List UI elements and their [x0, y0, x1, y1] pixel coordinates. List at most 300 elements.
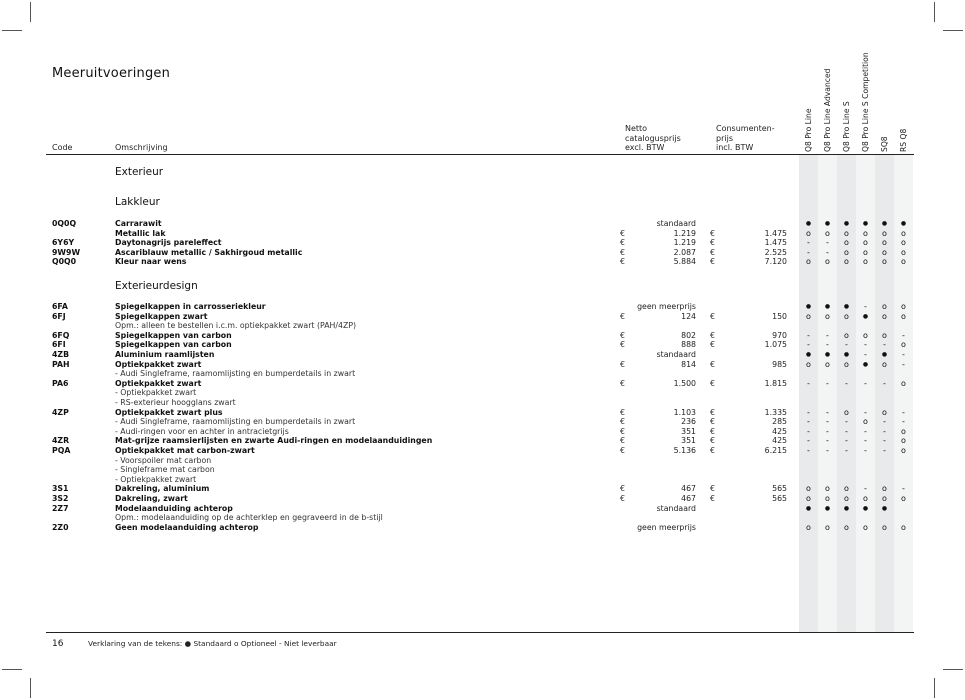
availability-mark: ● — [881, 351, 888, 358]
consumer-price: 970 — [772, 330, 787, 340]
availability-mark: o — [882, 311, 887, 321]
availability-mark: o — [806, 359, 811, 369]
availability-mark: o — [863, 522, 868, 532]
availability-mark: - — [826, 330, 829, 340]
option-description: Kleur naar wens — [115, 257, 187, 267]
availability-mark: - — [807, 436, 810, 446]
availability-mark: o — [844, 494, 849, 503]
option-code: 6FA — [52, 302, 68, 311]
euro-sign: € — [710, 311, 715, 321]
availability-mark: o — [901, 426, 906, 436]
availability-mark: ● — [824, 303, 831, 310]
euro-sign: € — [620, 228, 625, 238]
availability-mark: - — [807, 247, 810, 257]
euro-sign: € — [620, 340, 625, 350]
option-description: - Audi-ringen voor en achter in antracietgrijs — [115, 426, 289, 436]
availability-mark: - — [864, 407, 867, 417]
option-description: Optiekpakket zwart — [115, 378, 202, 388]
availability-mark: - — [826, 417, 829, 427]
availability-mark: o — [844, 407, 849, 417]
section-heading-exterieur: Exterieur — [115, 166, 164, 178]
availability-mark: ● — [843, 351, 850, 358]
option-code: 2Z0 — [52, 522, 69, 532]
availability-mark: - — [902, 330, 905, 340]
table-row — [0, 360, 965, 370]
crop-mark — [30, 678, 31, 698]
option-code: 6FJ — [52, 311, 66, 321]
euro-sign: € — [620, 257, 625, 267]
availability-mark: - — [845, 378, 848, 388]
availability-mark: o — [844, 257, 849, 267]
availability-mark: o — [882, 522, 887, 532]
availability-mark: - — [902, 417, 905, 427]
availability-mark: o — [844, 228, 849, 238]
availability-mark: - — [864, 378, 867, 388]
availability-mark: o — [901, 522, 906, 532]
euro-sign: € — [620, 494, 625, 503]
option-code: 4ZR — [52, 436, 70, 446]
consumer-price: 425 — [772, 436, 787, 446]
option-description: Geen modelaanduiding achterop — [115, 522, 259, 532]
netto-price: 5.884 — [673, 257, 696, 267]
header-model-q8-pro-line-s-competition: Q8 Pro Line S Competition — [861, 52, 870, 152]
option-description: Aluminium raamlijsten — [115, 350, 215, 359]
header-model-q8-pro-line-advanced: Q8 Pro Line Advanced — [823, 68, 832, 152]
availability-mark: - — [902, 350, 905, 359]
availability-mark: o — [863, 330, 868, 340]
consumer-price: 285 — [772, 417, 787, 427]
netto-price: geen meerprijs — [637, 522, 696, 532]
availability-mark: - — [883, 378, 886, 388]
availability-mark: ● — [881, 504, 888, 512]
availability-mark: ● — [824, 351, 831, 358]
euro-sign: € — [710, 238, 715, 248]
availability-mark: o — [882, 238, 887, 248]
header-consumer-price — [716, 124, 775, 153]
option-code: 0Q0Q — [52, 219, 77, 228]
consumer-price: 1.075 — [764, 340, 787, 350]
availability-mark: o — [844, 484, 849, 494]
netto-price: 467 — [681, 494, 696, 503]
option-description: Carrarawit — [115, 219, 162, 228]
option-code: 3S1 — [52, 484, 69, 494]
consumer-price: 1.475 — [764, 238, 787, 248]
availability-mark: o — [901, 446, 906, 455]
availability-mark: ● — [862, 312, 869, 320]
availability-mark: o — [863, 494, 868, 503]
option-code: 6Y6Y — [52, 238, 75, 248]
availability-mark: - — [807, 426, 810, 436]
table-row — [0, 340, 965, 350]
availability-mark: ● — [824, 220, 831, 227]
availability-mark: - — [826, 426, 829, 436]
netto-price: 467 — [681, 484, 696, 494]
euro-sign: € — [710, 417, 715, 427]
availability-mark: ● — [805, 303, 812, 310]
option-description: Optiekpakket zwart plus — [115, 407, 223, 417]
legend-text: Verklaring van de tekens: ● Standaard o Optioneel - Niet leverbaar — [88, 639, 337, 648]
euro-sign: € — [710, 340, 715, 350]
netto-price: standaard — [656, 503, 696, 513]
availability-mark: o — [863, 238, 868, 248]
euro-sign: € — [710, 407, 715, 417]
option-description: Opm.: modelaanduiding op de achterklep en gegraveerd in de b-stijl — [115, 513, 383, 523]
availability-mark: - — [845, 446, 848, 455]
euro-sign: € — [710, 446, 715, 455]
option-description: Dakreling, aluminium — [115, 484, 210, 494]
netto-price: 236 — [681, 417, 696, 427]
crop-mark — [2, 30, 22, 31]
header-description: Omschrijving — [115, 143, 168, 152]
euro-sign: € — [710, 228, 715, 238]
availability-mark: - — [807, 340, 810, 350]
consumer-price: 150 — [772, 311, 787, 321]
availability-mark: o — [882, 228, 887, 238]
header-consumer-line: incl. BTW — [716, 143, 754, 152]
availability-mark: - — [864, 446, 867, 455]
availability-mark: - — [807, 446, 810, 455]
consumer-price: 1.815 — [764, 378, 787, 388]
option-description: - RS-exterieur hoogglans zwart — [115, 398, 236, 407]
table-row — [0, 379, 965, 389]
option-code: PA6 — [52, 378, 69, 388]
availability-mark: - — [864, 436, 867, 446]
option-description: Opm.: alleen te bestellen i.c.m. optiekpakket zwart (PAH/4ZP) — [115, 321, 357, 331]
euro-sign: € — [620, 484, 625, 494]
header-code: Code — [52, 143, 73, 152]
availability-mark: - — [807, 407, 810, 417]
crop-mark — [2, 669, 22, 670]
table-row — [0, 484, 965, 494]
option-description: Optiekpakket zwart — [115, 359, 202, 369]
availability-mark: o — [806, 311, 811, 321]
consumer-price: 565 — [772, 494, 787, 503]
netto-price: 351 — [681, 426, 696, 436]
header-rule — [46, 154, 914, 155]
availability-mark: - — [883, 436, 886, 446]
option-code: 9W9W — [52, 247, 81, 257]
option-description: Spiegelkappen van carbon — [115, 340, 232, 350]
availability-mark: o — [844, 522, 849, 532]
header-netto-price — [625, 124, 681, 153]
availability-mark: o — [825, 494, 830, 503]
table-row — [0, 504, 965, 514]
table-row — [0, 369, 965, 379]
page-number: 16 — [52, 639, 64, 649]
option-description: Spiegelkappen van carbon — [115, 330, 232, 340]
table-row — [0, 408, 965, 418]
availability-mark: o — [825, 257, 830, 267]
header-model-sq8: SQ8 — [880, 136, 889, 152]
availability-mark: - — [826, 407, 829, 417]
availability-mark: ● — [881, 220, 888, 227]
availability-mark: o — [882, 494, 887, 503]
availability-mark: o — [844, 311, 849, 321]
header-model-q8-pro-line-s: Q8 Pro Line S — [842, 101, 851, 152]
option-code: PQA — [52, 446, 71, 455]
availability-mark: o — [863, 257, 868, 267]
option-description: Spiegelkappen in carrosseriekleur — [115, 302, 266, 311]
availability-mark: ● — [843, 303, 850, 310]
option-description: - Voorspoiler mat carbon — [115, 455, 212, 465]
header-consumer-line: prijs — [716, 133, 733, 143]
availability-mark: o — [825, 311, 830, 321]
availability-mark: - — [807, 378, 810, 388]
consumer-price: 425 — [772, 426, 787, 436]
availability-mark: ● — [862, 220, 869, 227]
option-description: - Optiekpakket zwart — [115, 474, 197, 484]
euro-sign: € — [620, 311, 625, 321]
option-code: 4ZB — [52, 350, 70, 359]
section-heading-exterieurdesign: Exterieurdesign — [115, 280, 198, 292]
availability-mark: o — [844, 247, 849, 257]
availability-mark: o — [863, 247, 868, 257]
availability-mark: o — [806, 257, 811, 267]
netto-price: 124 — [681, 311, 696, 321]
table-row — [0, 229, 965, 239]
consumer-price: 7.120 — [764, 257, 787, 267]
euro-sign: € — [710, 436, 715, 446]
availability-mark: - — [902, 484, 905, 494]
availability-mark: ● — [805, 504, 812, 512]
euro-sign: € — [710, 426, 715, 436]
option-description: Mat-grijze raamsierlijsten en zwarte Audi-ringen en modelaanduidingen — [115, 436, 433, 446]
euro-sign: € — [710, 257, 715, 267]
table-row — [0, 312, 965, 322]
table-row — [0, 465, 965, 475]
netto-price: 1.500 — [673, 378, 696, 388]
availability-mark: ● — [805, 351, 812, 358]
availability-mark: o — [882, 359, 887, 369]
availability-mark: ● — [843, 504, 850, 512]
table-row — [0, 446, 965, 456]
availability-mark: o — [825, 359, 830, 369]
crop-mark — [934, 2, 935, 22]
euro-sign: € — [620, 426, 625, 436]
crop-mark — [943, 30, 963, 31]
netto-price: 802 — [681, 330, 696, 340]
availability-mark: - — [845, 340, 848, 350]
option-description: - Optiekpakket zwart — [115, 388, 197, 398]
availability-mark: o — [901, 311, 906, 321]
netto-price: 888 — [681, 340, 696, 350]
table-row — [0, 436, 965, 446]
availability-mark: ● — [824, 504, 831, 512]
availability-mark: - — [845, 417, 848, 427]
consumer-price: 985 — [772, 359, 787, 369]
netto-price: 1.219 — [673, 238, 696, 248]
availability-mark: o — [844, 238, 849, 248]
availability-mark: o — [901, 228, 906, 238]
availability-mark: ● — [862, 504, 869, 512]
table-row — [0, 475, 965, 485]
availability-mark: ● — [805, 220, 812, 227]
table-row — [0, 523, 965, 533]
availability-mark: - — [883, 340, 886, 350]
option-description: Modelaanduiding achterop — [115, 503, 233, 513]
availability-mark: o — [825, 228, 830, 238]
availability-mark: o — [844, 330, 849, 340]
consumer-price: 1.475 — [764, 228, 787, 238]
availability-mark: o — [901, 257, 906, 267]
availability-mark: o — [882, 330, 887, 340]
availability-mark: - — [864, 350, 867, 359]
euro-sign: € — [620, 407, 625, 417]
option-description: Optiekpakket mat carbon-zwart — [115, 446, 255, 455]
availability-mark: - — [826, 238, 829, 248]
availability-mark: - — [902, 407, 905, 417]
availability-mark: o — [825, 484, 830, 494]
header-model-rs-q8: RS Q8 — [899, 128, 908, 152]
option-code: 6FQ — [52, 330, 70, 340]
availability-mark: - — [845, 426, 848, 436]
euro-sign: € — [710, 359, 715, 369]
option-code: 4ZP — [52, 407, 69, 417]
availability-mark: o — [806, 522, 811, 532]
netto-price: 351 — [681, 436, 696, 446]
netto-price: 1.219 — [673, 228, 696, 238]
availability-mark: o — [882, 257, 887, 267]
option-description: Ascariblauw metallic / Sakhirgoud metallic — [115, 247, 303, 257]
availability-mark: o — [901, 247, 906, 257]
header-netto-line: excl. BTW — [625, 143, 665, 152]
netto-price: 814 — [681, 359, 696, 369]
availability-mark: o — [882, 247, 887, 257]
table-row — [0, 238, 965, 248]
header-netto-line: catalogusprijs — [625, 133, 681, 143]
availability-mark: o — [901, 436, 906, 446]
availability-mark: o — [844, 359, 849, 369]
crop-mark — [943, 669, 963, 670]
table-row — [0, 321, 965, 331]
option-description: - Audi Singleframe, raamomlijsting en bumperdetails in zwart — [115, 369, 356, 379]
netto-price: geen meerprijs — [637, 302, 696, 311]
availability-mark: o — [825, 522, 830, 532]
availability-mark: - — [826, 446, 829, 455]
euro-sign: € — [620, 238, 625, 248]
table-row — [0, 257, 965, 267]
table-row — [0, 350, 965, 360]
crop-mark — [30, 2, 31, 22]
option-description: Spiegelkappen zwart — [115, 311, 208, 321]
availability-mark: - — [883, 426, 886, 436]
table-row — [0, 388, 965, 398]
availability-mark: - — [864, 484, 867, 494]
table-row — [0, 427, 965, 437]
option-code: PAH — [52, 359, 70, 369]
availability-mark: o — [901, 340, 906, 350]
availability-mark: o — [901, 238, 906, 248]
availability-mark: o — [882, 484, 887, 494]
euro-sign: € — [620, 436, 625, 446]
option-description: Dakreling, zwart — [115, 494, 188, 503]
option-code: Q0Q0 — [52, 257, 77, 267]
netto-price: 2.087 — [673, 247, 696, 257]
netto-price: 1.103 — [673, 407, 696, 417]
availability-mark: o — [863, 228, 868, 238]
consumer-price: 6.215 — [764, 446, 787, 455]
availability-mark: o — [882, 407, 887, 417]
option-code: 2Z7 — [52, 503, 69, 513]
availability-mark: - — [864, 426, 867, 436]
table-row — [0, 513, 965, 523]
option-description: - Audi Singleframe, raamomlijsting en bumperdetails in zwart — [115, 417, 356, 427]
euro-sign: € — [710, 330, 715, 340]
availability-mark: - — [864, 302, 867, 311]
availability-mark: o — [901, 302, 906, 311]
availability-mark: ● — [862, 360, 869, 368]
netto-price: standaard — [656, 350, 696, 359]
availability-mark: - — [883, 417, 886, 427]
table-row — [0, 331, 965, 341]
availability-mark: o — [806, 484, 811, 494]
availability-mark: o — [882, 302, 887, 311]
consumer-price: 1.335 — [764, 407, 787, 417]
table-row — [0, 417, 965, 427]
availability-mark: - — [807, 330, 810, 340]
availability-mark: o — [901, 378, 906, 388]
table-row — [0, 398, 965, 408]
availability-mark: - — [807, 417, 810, 427]
option-code: 6FI — [52, 340, 66, 350]
availability-mark: o — [901, 494, 906, 503]
table-row — [0, 302, 965, 312]
availability-mark: o — [806, 494, 811, 503]
table-row — [0, 494, 965, 504]
header-consumer-line: Consumenten- — [716, 124, 775, 133]
option-description: Metallic lak — [115, 228, 166, 238]
euro-sign: € — [620, 378, 625, 388]
consumer-price: 565 — [772, 484, 787, 494]
availability-mark: - — [864, 340, 867, 350]
availability-mark: o — [863, 417, 868, 427]
netto-price: 5.136 — [673, 446, 696, 455]
table-row — [0, 219, 965, 229]
availability-mark: - — [845, 436, 848, 446]
option-description: Daytonagrijs pareleffect — [115, 238, 222, 248]
availability-mark: ● — [900, 220, 907, 227]
page-title: Meeruitvoeringen — [52, 66, 171, 81]
section-heading-lakkleur: Lakkleur — [115, 196, 160, 208]
option-description: - Singleframe mat carbon — [115, 465, 215, 475]
netto-price: standaard — [656, 219, 696, 228]
header-model-q8-pro-line: Q8 Pro Line — [804, 108, 813, 152]
euro-sign: € — [710, 484, 715, 494]
euro-sign: € — [710, 247, 715, 257]
crop-mark — [934, 678, 935, 698]
option-code: 3S2 — [52, 494, 69, 503]
table-row — [0, 248, 965, 258]
table-row — [0, 456, 965, 466]
availability-mark: - — [902, 359, 905, 369]
availability-mark: - — [826, 340, 829, 350]
availability-mark: - — [883, 446, 886, 455]
euro-sign: € — [710, 378, 715, 388]
availability-mark: - — [826, 378, 829, 388]
euro-sign: € — [620, 330, 625, 340]
euro-sign: € — [620, 417, 625, 427]
header-netto-line: Netto — [625, 124, 648, 133]
availability-mark: - — [826, 436, 829, 446]
availability-mark: - — [807, 238, 810, 248]
availability-mark: o — [806, 228, 811, 238]
availability-mark: ● — [843, 220, 850, 227]
footer-rule — [46, 632, 914, 633]
availability-mark: - — [826, 247, 829, 257]
euro-sign: € — [620, 446, 625, 455]
euro-sign: € — [710, 494, 715, 503]
euro-sign: € — [620, 247, 625, 257]
